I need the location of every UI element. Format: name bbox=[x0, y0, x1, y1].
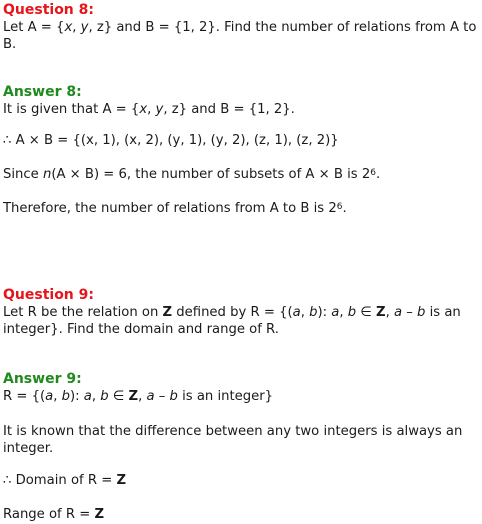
answer-8 bbox=[3, 84, 478, 118]
answer-8-given: It is given that A = {x, y, z} and B = {1, 2}. bbox=[3, 102, 295, 117]
answer-9-heading: Answer 9: bbox=[3, 371, 82, 387]
answer-8-heading: Answer 8: bbox=[3, 84, 82, 100]
answer-8-since: Since n(A × B) = 6, the number of subsets of A × B is $2^6$. bbox=[3, 167, 381, 182]
answer-9 bbox=[3, 371, 478, 405]
question-8 bbox=[3, 2, 478, 53]
answer-9-known: It is known that the difference between any two integers is always an integer. bbox=[3, 424, 463, 456]
answer-9-relation: R = {(a, b): a, b ∈ Z, a – b is an integer} bbox=[3, 389, 274, 404]
answer-9-domain: ∴ Domain of R = Z bbox=[3, 473, 127, 488]
answer-8-product: ∴ A × B = {(x, 1), (x, 2), (y, 1), (y, 2), (z, 1), (z, 2)} bbox=[3, 133, 339, 148]
answer-9-range: Range of R = Z bbox=[3, 507, 105, 522]
question-8-heading: Question 8: bbox=[3, 2, 94, 18]
question-9 bbox=[3, 287, 478, 338]
question-9-text: Let R be the relation on Z defined by R = {(a, b): a, b ∈ Z, a – b is an integer}. Find the domain and range of R. bbox=[3, 305, 461, 337]
question-8-text: Let A = {x, y, z} and B = {1, 2}. Find the number of relations from A to B. bbox=[3, 20, 477, 52]
answer-8-therefore: Therefore, the number of relations from A to B is $2^6$. bbox=[3, 201, 347, 216]
question-9-heading: Question 9: bbox=[3, 287, 94, 303]
